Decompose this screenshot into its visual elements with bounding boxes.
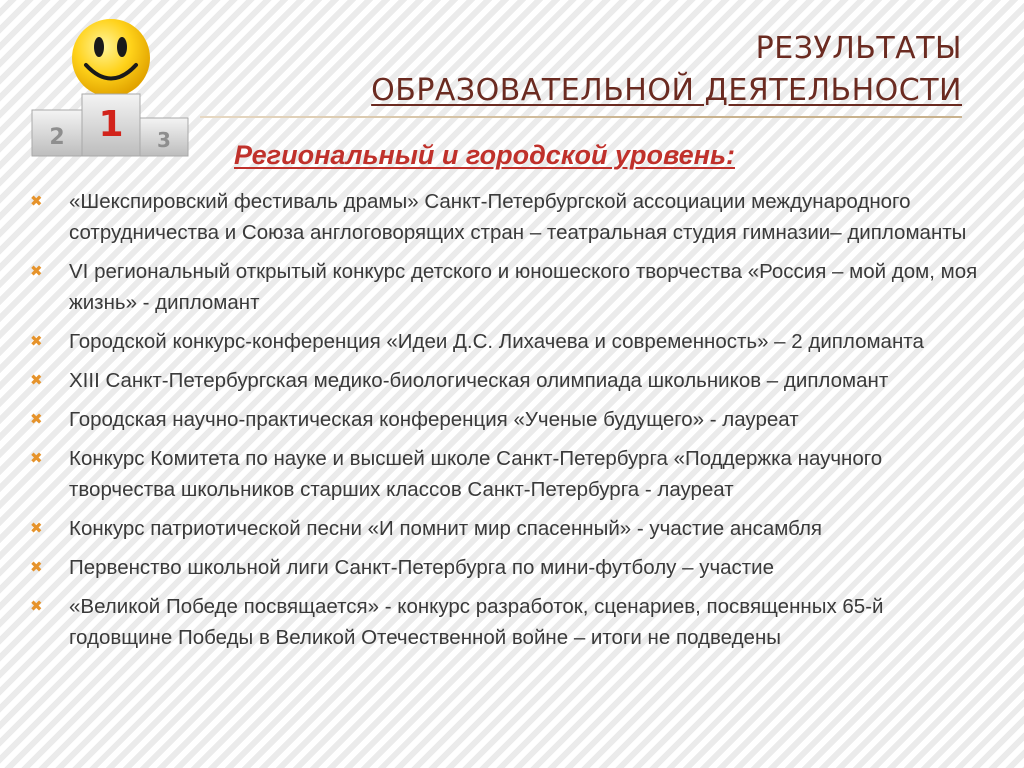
x-bullet-icon: ✖ xyxy=(30,410,43,428)
list-item-text: Конкурс Комитета по науке и высшей школе Санкт-Петербурга «Поддержка научного творчества школьников старших классов Санкт-Петербурга - лауреат xyxy=(69,447,883,501)
x-bullet-icon: ✖ xyxy=(30,519,43,537)
podium-place-3: 3 xyxy=(157,128,171,152)
list-item-text: Городская научно-практическая конференция «Ученые будущего» - лауреат xyxy=(69,408,799,431)
list-item-text: «Великой Победе посвящается» - конкурс разработок, сценариев, посвященных 65-й годовщине Победы в Великой Отечественной войне – итоги не подведены xyxy=(69,595,884,649)
results-list xyxy=(30,186,980,661)
list-item xyxy=(30,186,980,248)
list-item xyxy=(30,326,980,357)
list-item xyxy=(30,591,980,653)
list-item xyxy=(30,256,980,318)
podium-smiley-logo xyxy=(28,10,198,165)
x-bullet-icon: ✖ xyxy=(30,597,43,615)
list-item-text: Городской конкурс-конференция «Идеи Д.С. Лихачева и современность» – 2 дипломанта xyxy=(69,330,924,353)
title-divider xyxy=(200,116,962,118)
x-bullet-icon: ✖ xyxy=(30,558,43,576)
page-title xyxy=(371,28,962,112)
x-bullet-icon: ✖ xyxy=(30,332,43,350)
list-item-text: Конкурс патриотической песни «И помнит мир спасенный» - участие ансамбля xyxy=(69,517,823,540)
x-bullet-icon: ✖ xyxy=(30,371,43,389)
list-item xyxy=(30,513,980,544)
podium-place-1: 1 xyxy=(98,104,124,145)
list-item-text: VI региональный открытый конкурс детского и юношеского творчества «Россия – мой дом, моя жизнь» - дипломант xyxy=(69,260,978,314)
section-subtitle: Региональный и городской уровень: xyxy=(234,140,735,170)
list-item xyxy=(30,404,980,435)
list-item-text: Первенство школьной лиги Санкт-Петербурга по мини-футболу – участие xyxy=(69,556,775,579)
list-item xyxy=(30,552,980,583)
x-bullet-icon: ✖ xyxy=(30,449,43,467)
list-item-text: «Шекспировский фестиваль драмы» Санкт-Петербургской ассоциации международного сотрудничества и Союза англоговорящих стран – театральная студия гимназии– дипломанты xyxy=(69,190,967,244)
title-line-1: РЕЗУЛЬТАТЫ xyxy=(755,31,962,66)
list-item-text: XIII Санкт-Петербургская медико-биологическая олимпиада школьников – дипломант xyxy=(69,369,889,392)
smiley-icon xyxy=(72,19,150,97)
x-bullet-icon: ✖ xyxy=(30,262,43,280)
podium-icon xyxy=(32,94,188,156)
podium-place-2: 2 xyxy=(49,125,65,150)
list-item xyxy=(30,443,980,505)
x-bullet-icon: ✖ xyxy=(30,192,43,210)
list-item xyxy=(30,365,980,396)
title-line-2: ОБРАЗОВАТЕЛЬНОЙ ДЕЯТЕЛЬНОСТИ xyxy=(371,73,962,108)
